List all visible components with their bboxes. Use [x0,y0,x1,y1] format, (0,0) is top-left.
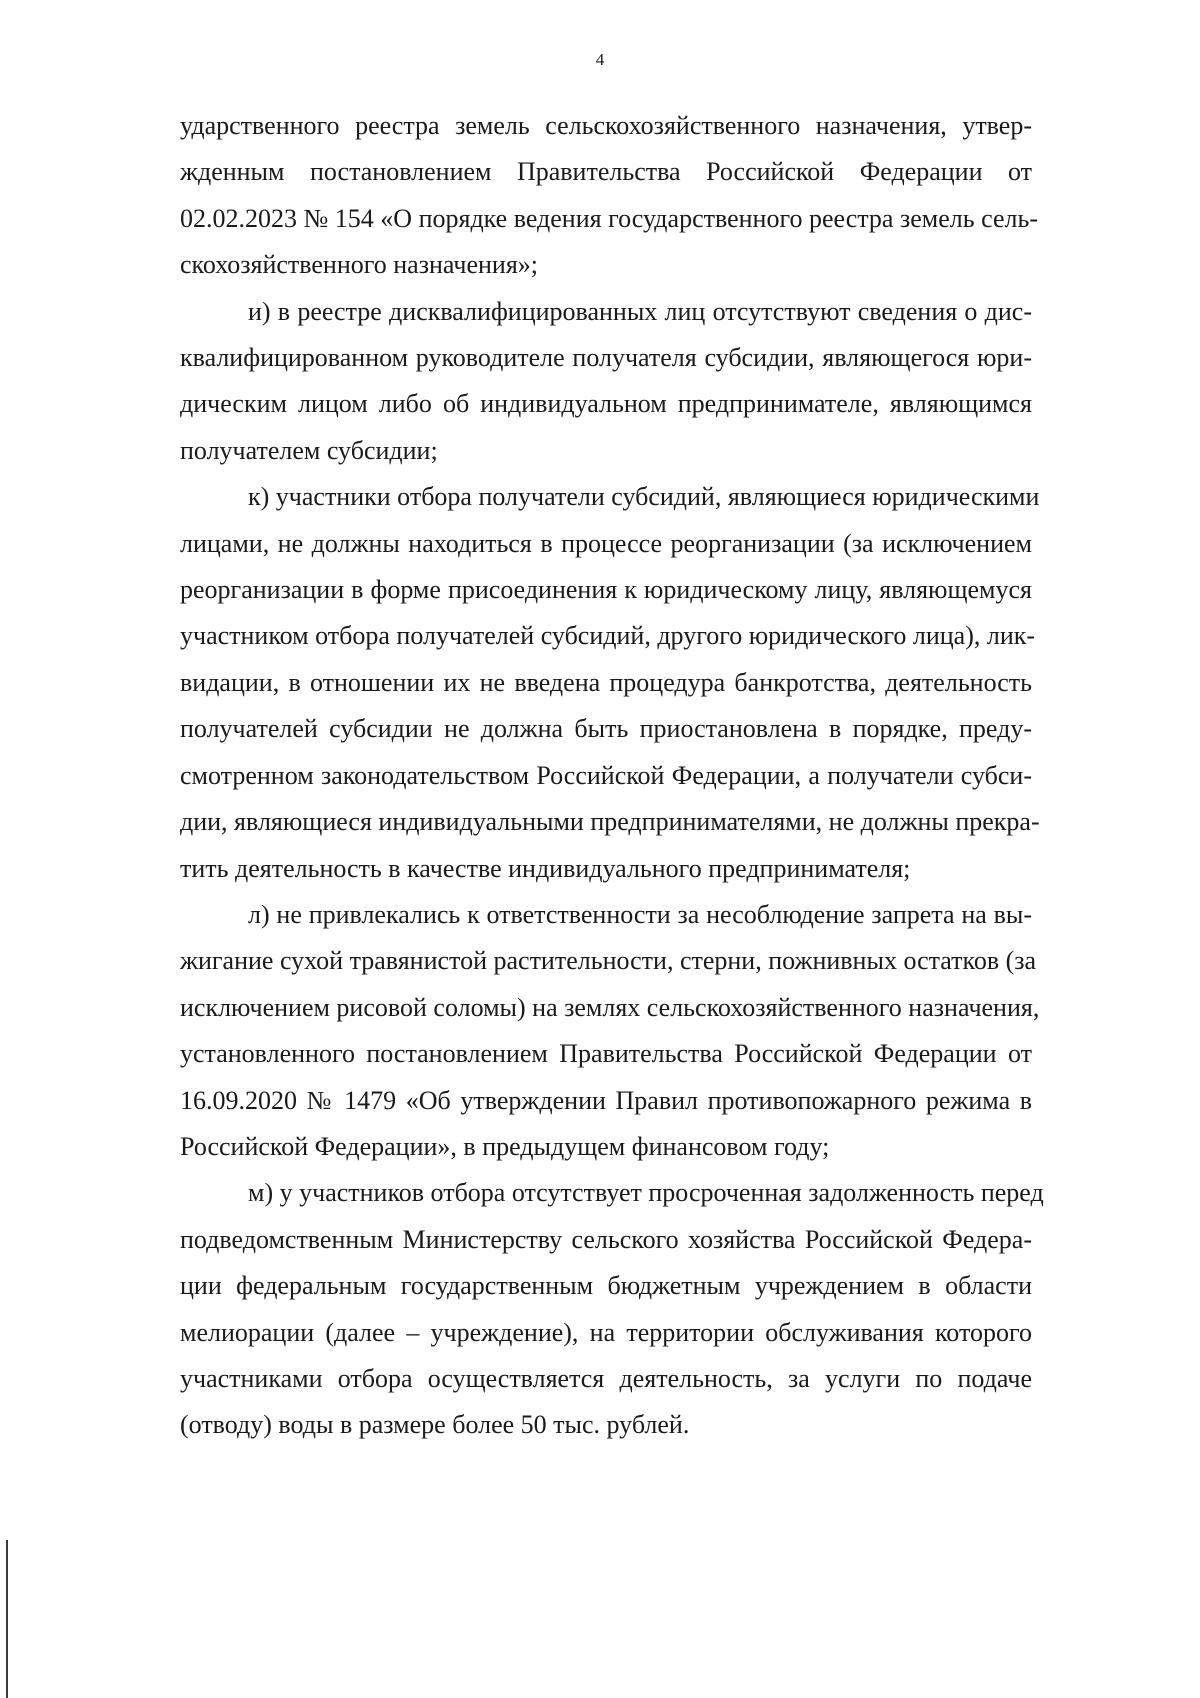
text-line: мелиорации (далее – учреждение), на территории обслуживания которого [180,1317,1032,1347]
paragraph-item-k [180,474,1040,892]
text-line: установленного постановлением Правительства Российской Федерации от [180,1039,1032,1069]
paragraph-item-m [180,1170,1044,1448]
text-line: участником отбора получателей субсидий, другого юридического лица), лик- [180,621,1036,651]
text-line: л) не привлекались к ответственности за несоблюдение запрета на вы- [248,899,1032,929]
text-line: получателем субсидии; [180,435,438,465]
scan-edge-line [6,1540,8,1698]
text-line: лицами, не должны находиться в процессе реорганизации (за исключением [180,528,1032,558]
paragraph-item-l [180,892,1040,1170]
text-line: реорганизации в форме присоединения к юридическому лицу, являющемуся [180,575,1032,605]
text-line: жденным постановлением Правительства Российской Федерации от [180,157,1032,187]
page-number: 4 [595,50,605,69]
text-line: (отводу) воды в размере более 50 тыс. рублей. [180,1410,690,1440]
text-line: квалифицированном руководителе получателя субсидии, являющегося юри- [180,343,1032,373]
text-line: получателей субсидии не должна быть приостановлена в порядке, преду- [180,714,1032,744]
text-line: ции федеральным государственным бюджетным учреждением в области [180,1271,1032,1301]
text-line: к) участники отбора получатели субсидий, являющиеся юридическими [248,482,1040,512]
text-line: ударственного реестра земель сельскохозяйственного назначения, утвер- [180,111,1032,140]
text-line: смотренном законодательством Российской Федерации, а получатели субси- [180,760,1032,790]
text-line: исключением рисовой соломы) на землях сельскохозяйственного назначения, [180,992,1040,1022]
text-line: видации, в отношении их не введена процедура банкротства, деятельность [180,667,1032,697]
text-line: участниками отбора осуществляется деятельность, за услуги по подаче [180,1363,1032,1393]
paragraph-continuation [180,103,1038,289]
paragraph-item-i [180,289,1032,475]
text-line: дическим лицом либо об индивидуальном предпринимателе, являющимся [180,389,1032,419]
text-line: дии, являющиеся индивидуальными предпринимателями, не должны прекра- [180,807,1040,837]
text-line: 02.02.2023 № 154 «О порядке ведения государственного реестра земель сель- [180,203,1038,233]
text-line: 16.09.2020 № 1479 «Об утверждении Правил противопожарного режима в [180,1085,1032,1115]
text-line: скохозяйственного назначения»; [180,250,539,280]
text-line: м) у участников отбора отсутствует просроченная задолженность перед [248,1178,1044,1208]
text-line: подведомственным Министерству сельского хозяйства Российской Федера- [180,1224,1032,1254]
text-line: Российской Федерации», в предыдущем финансовом году; [180,1131,830,1161]
text-line: тить деятельность в качестве индивидуального предпринимателя; [180,853,911,883]
document-body [180,103,1044,1449]
text-line: и) в реестре дисквалифицированных лиц отсутствуют сведения о дис- [248,296,1032,326]
text-line: жигание сухой травянистой растительности, стерни, пожнивных остатков (за [180,946,1037,976]
